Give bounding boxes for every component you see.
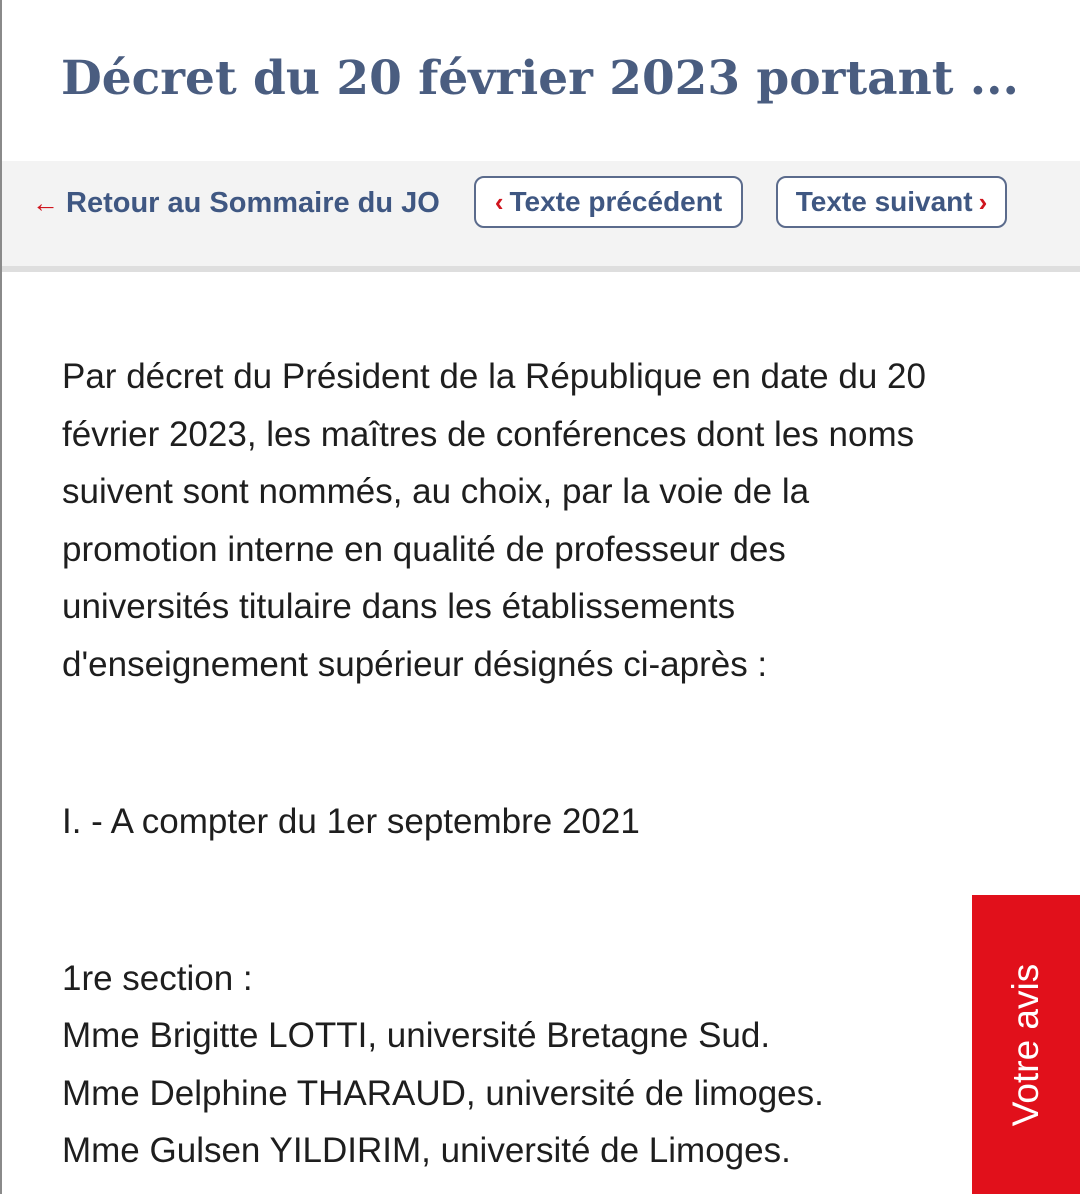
section-block (62, 950, 1022, 1180)
next-text-button[interactable] (776, 176, 1007, 228)
back-to-summary-link[interactable] (32, 187, 440, 219)
next-text-label: Texte suivant (795, 186, 973, 217)
appointee-line: Mme Delphine THARAUD, université de limoges. (62, 1073, 824, 1113)
decree-content (62, 348, 1022, 1180)
appointee-line: Mme Gulsen YILDIRIM, université de Limoges. (62, 1131, 791, 1170)
section-heading: 1re section : (62, 958, 253, 998)
feedback-tab-button[interactable] (972, 895, 1080, 1194)
chevron-left-icon: ‹ (494, 186, 504, 217)
previous-text-button[interactable] (474, 176, 743, 228)
chevron-right-icon: › (978, 186, 988, 217)
decree-intro-paragraph: Par décret du Président de la République en date du 20 février 2023, les maîtres de conférences dont les noms suivent sont nommés, au choix, par la voie de la promotion interne en qualité de professeur des universités titulaire dans les établissements d'enseignement supérieur désignés ci-après : (62, 357, 926, 684)
feedback-tab-label: Votre avis (1005, 963, 1047, 1126)
arrow-left-icon: ← (32, 187, 59, 218)
previous-text-label: Texte précédent (509, 186, 723, 217)
section-date-heading: I. - A compter du 1er septembre 2021 (62, 802, 640, 841)
appointee-line: Mme Brigitte LOTTI, université Bretagne Sud. (62, 1016, 771, 1055)
page-title: Décret du 20 février 2023 portant ... (61, 51, 1019, 106)
text-navigation-bar (2, 161, 1080, 272)
back-to-summary-label: Retour au Sommaire du JO (66, 186, 440, 219)
